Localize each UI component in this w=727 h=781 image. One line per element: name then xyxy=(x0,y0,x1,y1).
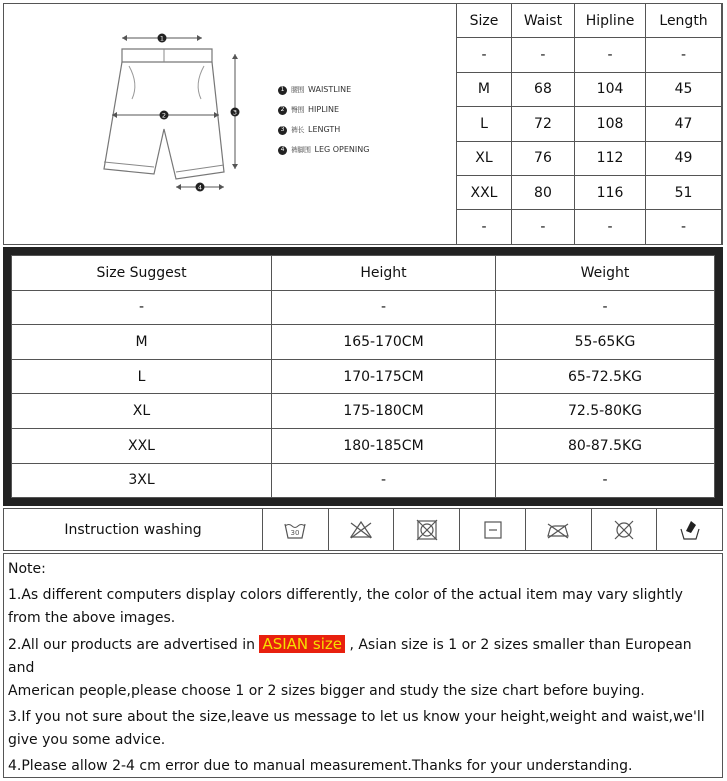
legend-label: HIPLINE xyxy=(308,105,340,114)
note-2-post: , Asian size is 1 or 2 sizes smaller than European and xyxy=(8,637,692,676)
legend-label: LEG OPENING xyxy=(314,145,370,154)
shorts-diagram xyxy=(4,4,456,244)
suggest-table-cell: 165-170CM xyxy=(272,325,496,360)
size-table-row xyxy=(457,141,722,175)
legend-num: 4 xyxy=(278,146,287,155)
do-not-tumble-dry-icon xyxy=(394,509,460,550)
legend-num: 2 xyxy=(278,106,287,115)
suggest-table-cell: 80-87.5KG xyxy=(496,428,715,463)
suggest-table-cell: - xyxy=(272,463,496,498)
size-table-cell: 47 xyxy=(646,107,722,141)
legend-num: 1 xyxy=(278,86,287,95)
wring-icon xyxy=(657,509,722,550)
legend-item-hipline xyxy=(278,100,369,120)
suggest-table-cell: - xyxy=(496,290,715,325)
suggest-table-cell: - xyxy=(12,290,272,325)
legend-item-leg-opening xyxy=(278,140,369,160)
size-table-cell: 104 xyxy=(574,72,645,106)
note-2 xyxy=(8,633,718,703)
size-table-cell: 68 xyxy=(511,72,574,106)
size-table-cell: 45 xyxy=(646,72,722,106)
note-4: 4.Please allow 2-4 cm error due to manual measurement.Thanks for your understanding. xyxy=(8,758,633,774)
note-1: 1.As different computers display colors differently, the color of the actual item may vary slightly from the above images. xyxy=(8,587,683,626)
suggest-table-cell: 175-180CM xyxy=(272,394,496,429)
low-iron-icon xyxy=(526,509,592,550)
legend-cjk: 腰围 xyxy=(291,86,304,94)
size-table-cell: - xyxy=(646,38,722,72)
size-table-cell: 76 xyxy=(511,141,574,175)
suggest-table-cell: M xyxy=(12,325,272,360)
size-table-cell: 51 xyxy=(646,175,722,209)
notes-heading: Note: xyxy=(8,561,46,577)
washing-instructions-row xyxy=(3,508,723,551)
suggest-table-header-cell: Size Suggest xyxy=(12,256,272,291)
suggest-table-cell: - xyxy=(496,463,715,498)
legend-label: WAISTLINE xyxy=(308,85,352,94)
legend-num: 3 xyxy=(278,126,287,135)
size-table-cell: - xyxy=(646,210,722,244)
hand-wash-icon xyxy=(263,509,329,550)
marker-1-text: 1 xyxy=(159,34,165,43)
size-table-cell: 80 xyxy=(511,175,574,209)
size-table-cell: 112 xyxy=(574,141,645,175)
size-table-cell: - xyxy=(457,210,512,244)
size-chart-section xyxy=(3,3,723,245)
size-table-row xyxy=(457,107,722,141)
note-2-line2: American people,please choose 1 or 2 sizes bigger and study the size chart before buying. xyxy=(8,683,645,699)
marker-4-text: 4 xyxy=(197,183,203,192)
legend-cjk: 裤脚围 xyxy=(291,146,311,154)
suggest-table-cell: - xyxy=(272,290,496,325)
suggest-table-cell: XXL xyxy=(12,428,272,463)
size-table-cell: - xyxy=(511,38,574,72)
line-dry-icon xyxy=(460,509,526,550)
do-not-dry-clean-icon xyxy=(592,509,658,550)
size-table-cell: L xyxy=(457,107,512,141)
suggest-table-row xyxy=(12,463,715,498)
size-table-cell: 108 xyxy=(574,107,645,141)
shorts-outline-drawing xyxy=(4,4,274,244)
size-table-cell: 116 xyxy=(574,175,645,209)
suggest-table-row xyxy=(12,359,715,394)
suggest-table-row xyxy=(12,428,715,463)
suggest-table-cell: 180-185CM xyxy=(272,428,496,463)
suggest-table-header-row xyxy=(12,256,715,291)
legend-cjk: 裤长 xyxy=(291,126,304,134)
size-table-cell: 49 xyxy=(646,141,722,175)
washing-label: Instruction washing xyxy=(4,509,263,550)
size-table-header-cell: Length xyxy=(646,4,722,38)
suggest-table-row xyxy=(12,394,715,429)
size-table-header-cell: Hipline xyxy=(574,4,645,38)
size-table-row xyxy=(457,210,722,244)
marker-2-text: 2 xyxy=(161,111,167,120)
legend-label: LENGTH xyxy=(308,125,341,134)
suggest-table-cell: 65-72.5KG xyxy=(496,359,715,394)
size-suggest-frame xyxy=(3,247,723,506)
marker-3-text: 3 xyxy=(232,108,238,117)
suggest-table-row xyxy=(12,290,715,325)
svg-text:30: 30 xyxy=(290,528,300,537)
suggest-table-cell: 72.5-80KG xyxy=(496,394,715,429)
size-table-header-cell: Size xyxy=(457,4,512,38)
size-table-cell: XXL xyxy=(457,175,512,209)
size-table-cell: - xyxy=(574,38,645,72)
size-table-cell: - xyxy=(574,210,645,244)
size-table-cell: M xyxy=(457,72,512,106)
size-suggest-table xyxy=(11,255,715,498)
size-table-row xyxy=(457,72,722,106)
suggest-table-cell: L xyxy=(12,359,272,394)
legend-cjk: 臀围 xyxy=(291,106,304,114)
size-table-cell: - xyxy=(457,38,512,72)
do-not-bleach-icon xyxy=(329,509,395,550)
legend-item-length xyxy=(278,120,369,140)
size-table-header-row xyxy=(457,4,722,38)
suggest-table-row xyxy=(12,325,715,360)
size-measurement-table xyxy=(456,3,722,245)
size-table-row xyxy=(457,175,722,209)
suggest-table-header-cell: Height xyxy=(272,256,496,291)
size-table-cell: 72 xyxy=(511,107,574,141)
notes-section xyxy=(3,553,723,778)
asian-size-highlight: ASIAN size xyxy=(259,635,345,653)
size-table-cell: XL xyxy=(457,141,512,175)
size-table-cell: - xyxy=(511,210,574,244)
suggest-table-header-cell: Weight xyxy=(496,256,715,291)
suggest-table-cell: 55-65KG xyxy=(496,325,715,360)
note-2-pre: 2.All our products are advertised in xyxy=(8,637,260,653)
suggest-table-cell: XL xyxy=(12,394,272,429)
suggest-table-cell: 170-175CM xyxy=(272,359,496,394)
size-table-header-cell: Waist xyxy=(511,4,574,38)
measurement-legend xyxy=(278,80,369,160)
legend-item-waistline xyxy=(278,80,369,100)
note-3: 3.If you not sure about the size,leave us message to let us know your height,weight and waist,we'll give you some advice. xyxy=(8,709,705,748)
suggest-table-cell: 3XL xyxy=(12,463,272,498)
size-table-row xyxy=(457,38,722,72)
